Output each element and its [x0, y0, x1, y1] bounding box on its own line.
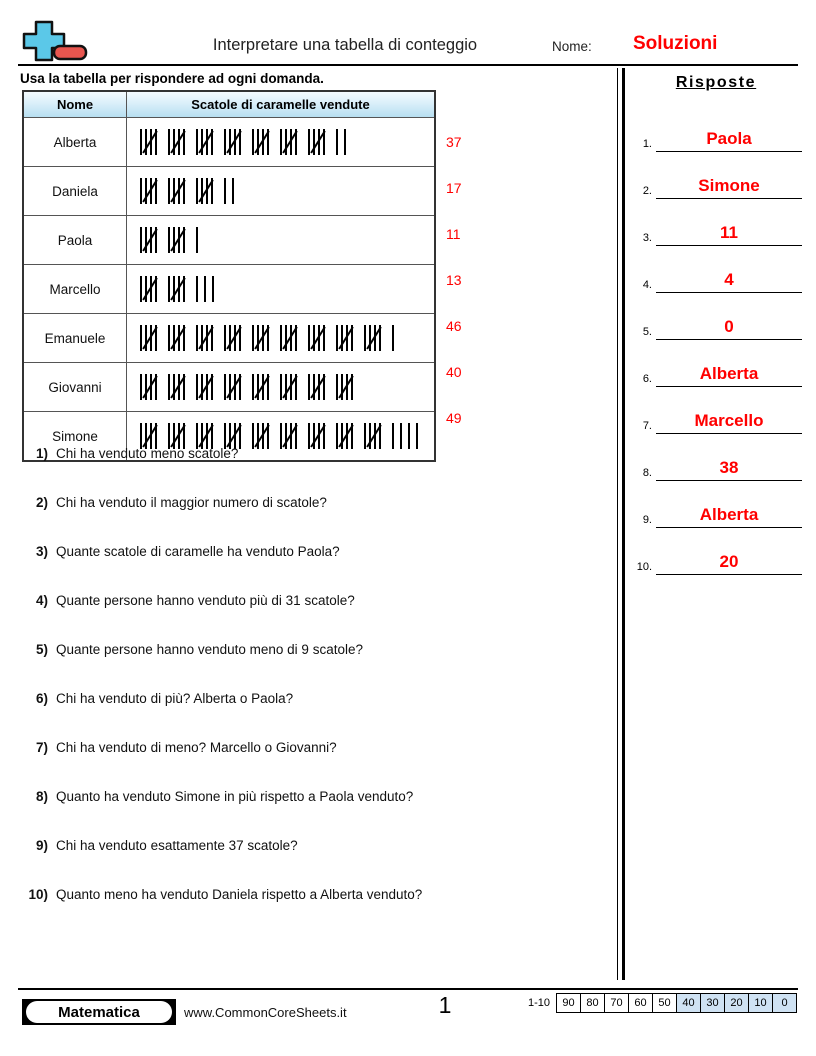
tally-mark — [392, 325, 394, 351]
tally-group-five — [251, 374, 273, 400]
student-name-cell: Alberta — [23, 118, 127, 167]
answer-row — [630, 151, 802, 199]
question-number: 9) — [35, 838, 48, 853]
table-header-row — [23, 91, 435, 118]
table-row — [23, 265, 435, 314]
answer-number: 7. — [642, 420, 652, 432]
tally-group-five — [167, 227, 189, 253]
grade-cell: 20 — [725, 994, 749, 1012]
question-number: 4) — [35, 593, 48, 608]
tally-group-five — [167, 374, 189, 400]
question-text: Chi ha venduto di meno? Marcello o Giovanni? — [56, 740, 337, 755]
tally-group-five — [195, 374, 217, 400]
column-header-boxes: Scatole di caramelle vendute — [127, 91, 436, 118]
question-number: 10) — [28, 887, 48, 902]
tally-mark — [232, 178, 234, 204]
grade-cell: 80 — [581, 994, 605, 1012]
tally-group-five — [279, 129, 301, 155]
page-title: Interpretare una tabella di conteggio — [212, 36, 478, 54]
question-number: 8) — [35, 789, 48, 804]
tally-mark — [344, 129, 346, 155]
tally-mark — [204, 276, 206, 302]
answer-value: 0 — [724, 317, 734, 336]
question-item — [22, 495, 582, 544]
grade-cell: 0 — [773, 994, 796, 1012]
answer-value: Alberta — [699, 505, 759, 524]
tally-marks-cell — [127, 118, 436, 167]
answer-row — [630, 104, 802, 152]
tally-singles — [392, 325, 397, 351]
tally-table — [22, 90, 436, 462]
question-item — [22, 740, 582, 789]
question-text: Chi ha venduto di più? Alberta o Paola? — [56, 691, 294, 706]
answer-number: 2. — [642, 185, 652, 197]
tally-group-five — [307, 129, 329, 155]
table-row — [23, 314, 435, 363]
answer-number: 9. — [642, 514, 652, 526]
row-total: 49 — [446, 410, 462, 426]
question-item — [22, 887, 582, 936]
answer-number: 4. — [642, 279, 652, 291]
tally-group-five — [139, 129, 161, 155]
tally-mark — [196, 276, 198, 302]
answer-number: 1. — [642, 138, 652, 150]
tally-group-five — [139, 374, 161, 400]
answer-number: 10. — [636, 561, 652, 573]
tally-group-five — [167, 276, 189, 302]
tally-group-five — [335, 374, 357, 400]
grade-cells — [556, 993, 797, 1013]
answer-value: Alberta — [699, 364, 759, 383]
question-text: Quanto meno ha venduto Daniela rispetto a Alberta venduto? — [56, 887, 423, 902]
grade-cell: 50 — [653, 994, 677, 1012]
grade-scale — [528, 993, 797, 1013]
question-text: Quante persone hanno venduto meno di 9 scatole? — [56, 642, 363, 657]
question-text: Chi ha venduto meno scatole? — [56, 446, 239, 461]
tally-group-five — [195, 178, 217, 204]
row-total: 37 — [446, 134, 462, 150]
answer-line — [656, 574, 802, 575]
tally-singles — [196, 276, 217, 302]
tally-mark — [196, 227, 198, 253]
footer-divider — [18, 988, 798, 990]
question-item — [22, 691, 582, 740]
column-divider-thick — [622, 68, 625, 980]
student-name-cell: Paola — [23, 216, 127, 265]
tally-marks-cell — [127, 265, 436, 314]
question-number: 1) — [35, 446, 48, 461]
answer-number: 3. — [642, 232, 652, 244]
tally-group-five — [195, 325, 217, 351]
row-total: 11 — [446, 226, 461, 242]
tally-marks-cell — [127, 216, 436, 265]
answer-value: Paola — [706, 129, 752, 148]
answer-number: 6. — [642, 373, 652, 385]
question-number: 7) — [35, 740, 48, 755]
grade-cell: 60 — [629, 994, 653, 1012]
table-row — [23, 363, 435, 412]
answer-value: 11 — [720, 223, 738, 242]
table-row — [23, 216, 435, 265]
question-text: Quante scatole di caramelle ha venduto Paola? — [56, 544, 340, 559]
page-number: 1 — [438, 992, 452, 1018]
brand-pill — [26, 1001, 172, 1023]
page-header — [0, 0, 816, 68]
question-text: Quante persone hanno venduto più di 31 scatole? — [56, 593, 355, 608]
grade-cell: 90 — [557, 994, 581, 1012]
tally-group-five — [363, 325, 385, 351]
tally-marks-cell — [127, 314, 436, 363]
answer-row — [630, 527, 802, 575]
tally-singles — [224, 178, 237, 204]
tally-group-five — [195, 129, 217, 155]
tally-group-five — [139, 276, 161, 302]
grade-cell: 10 — [749, 994, 773, 1012]
name-value: Soluzioni — [633, 33, 718, 54]
table-row — [23, 118, 435, 167]
tally-group-five — [251, 325, 273, 351]
question-number: 6) — [35, 691, 48, 706]
tally-group-five — [167, 129, 189, 155]
tally-group-five — [279, 325, 301, 351]
question-item — [22, 642, 582, 691]
question-text: Chi ha venduto esattamente 37 scatole? — [56, 838, 298, 853]
question-item — [22, 789, 582, 838]
question-item — [22, 446, 582, 495]
tally-mark — [212, 276, 214, 302]
tally-group-five — [139, 178, 161, 204]
tally-group-five — [307, 325, 329, 351]
tally-singles — [336, 129, 349, 155]
student-name-cell: Giovanni — [23, 363, 127, 412]
row-total: 17 — [446, 180, 462, 196]
tally-mark — [336, 129, 338, 155]
tally-group-five — [167, 325, 189, 351]
answer-row — [630, 339, 802, 387]
name-label: Nome: — [552, 39, 592, 54]
question-text: Quanto ha venduto Simone in più rispetto a Paola venduto? — [56, 789, 414, 804]
tally-group-five — [223, 129, 245, 155]
table-row — [23, 167, 435, 216]
grade-range-label: 1-10 — [528, 997, 551, 1009]
answer-row — [630, 292, 802, 340]
site-url: www.CommonCoreSheets.it — [184, 1005, 347, 1020]
answers-heading: Risposte — [675, 74, 757, 91]
brand-badge — [22, 999, 176, 1025]
answer-row — [630, 198, 802, 246]
answer-value: Marcello — [694, 411, 764, 430]
answer-number: 8. — [642, 467, 652, 479]
tally-mark — [224, 178, 226, 204]
column-divider-thin — [617, 68, 618, 980]
tally-group-five — [139, 325, 161, 351]
answer-value: 20 — [719, 552, 739, 571]
row-total: 46 — [446, 318, 462, 334]
answer-value: Simone — [698, 176, 760, 195]
row-total: 13 — [446, 272, 462, 288]
answer-value: 4 — [724, 270, 734, 289]
tally-marks-cell — [127, 363, 436, 412]
student-name-cell: Daniela — [23, 167, 127, 216]
question-item — [22, 544, 582, 593]
grade-cell: 40 — [677, 994, 701, 1012]
answer-value: 38 — [719, 458, 739, 477]
tally-group-five — [279, 374, 301, 400]
row-total: 40 — [446, 364, 462, 380]
question-number: 2) — [35, 495, 48, 510]
tally-group-five — [223, 325, 245, 351]
header-divider — [18, 64, 798, 66]
question-number: 5) — [35, 642, 48, 657]
column-header-name: Nome — [23, 91, 127, 118]
student-name-cell: Emanuele — [23, 314, 127, 363]
student-name-cell: Simone — [23, 412, 127, 462]
answer-number: 5. — [642, 326, 652, 338]
grade-cell: 70 — [605, 994, 629, 1012]
questions-list — [22, 446, 582, 936]
tally-group-five — [335, 325, 357, 351]
tally-group-five — [307, 374, 329, 400]
tally-group-five — [167, 178, 189, 204]
answer-row — [630, 433, 802, 481]
question-text: Chi ha venduto il maggior numero di scatole? — [56, 495, 327, 510]
tally-group-five — [251, 129, 273, 155]
question-number: 3) — [35, 544, 48, 559]
tally-group-five — [223, 374, 245, 400]
student-name-cell: Marcello — [23, 265, 127, 314]
answer-row — [630, 245, 802, 293]
tally-marks-cell — [127, 167, 436, 216]
answer-row — [630, 480, 802, 528]
question-item — [22, 838, 582, 887]
plus-minus-logo-icon — [18, 18, 90, 64]
grade-cell: 30 — [701, 994, 725, 1012]
brand-label: Matematica — [58, 1003, 140, 1021]
question-item — [22, 593, 582, 642]
tally-singles — [196, 227, 201, 253]
tally-group-five — [139, 227, 161, 253]
instructions-text: Usa la tabella per rispondere ad ogni domanda. — [20, 71, 324, 86]
answer-row — [630, 386, 802, 434]
